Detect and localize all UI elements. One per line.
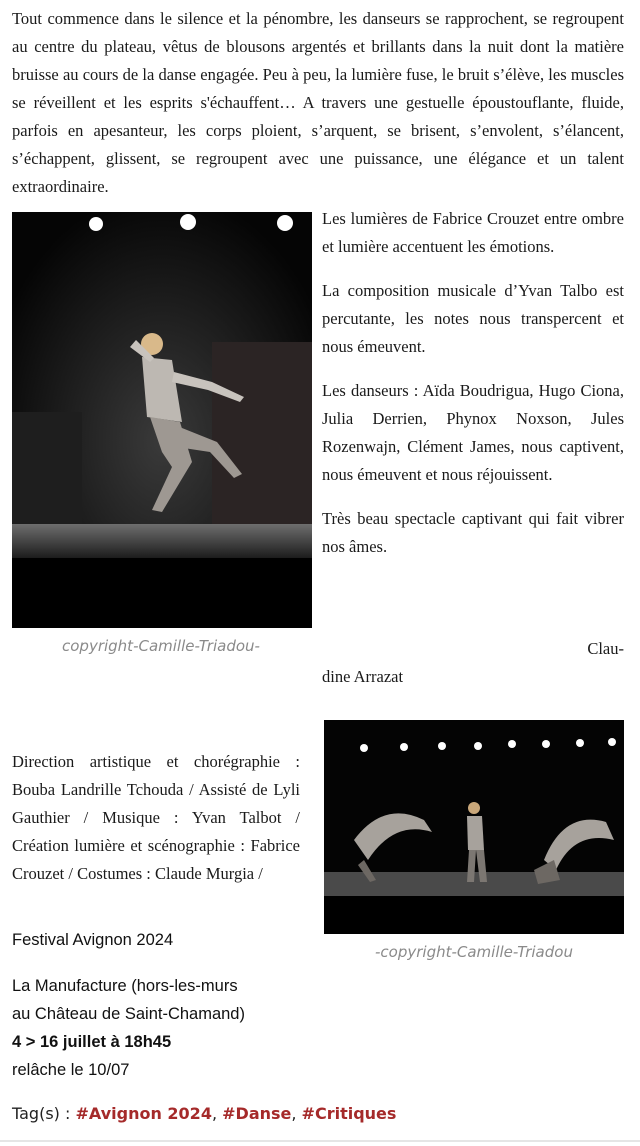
tags-row: Tag(s) : #Avignon 2024, #Danse, #Critiques — [12, 1104, 397, 1123]
venue-info — [12, 972, 245, 1084]
author-line-1: Clau- — [587, 639, 624, 658]
relache-date: relâche le 10/07 — [12, 1061, 130, 1079]
photo-caption-2: -copyright-Camille-Triadou — [375, 943, 573, 961]
credits-paragraph: Direction artistique et chorégraphie : Bouba Landrille Tchouda / Assisté de Lyli Gauthier / Musique : Yvan Talbot / Création lumière et scénographie : Fabrice Crouzet / Costumes : Claude Murgia / — [12, 752, 300, 883]
venue-line-1: La Manufacture (hors-les-murs — [12, 977, 238, 995]
ensemble-photo — [324, 720, 624, 934]
review-right-column — [322, 205, 624, 577]
tag-critiques[interactable]: #Critiques — [301, 1104, 397, 1123]
dancer-solo-illustration — [12, 212, 312, 628]
photo-caption: copyright-Camille-Triadou- — [62, 637, 260, 655]
dancer-solo-photo — [12, 212, 312, 628]
tag-danse[interactable]: #Danse — [222, 1104, 292, 1123]
tags-label: Tag(s) : — [12, 1104, 71, 1123]
conclusion-paragraph: Très beau spectacle captivant qui fait vibrer nos âmes. — [322, 509, 624, 556]
festival-name: Festival Avignon 2024 — [12, 931, 174, 949]
venue-line-2: au Château de Saint-Chamand) — [12, 1005, 245, 1023]
music-paragraph: La composition musicale d’Yvan Talbo est percutante, les notes nous transpercent et nous émeuvent. — [322, 281, 624, 356]
lighting-paragraph: Les lumières de Fabrice Crouzet entre ombre et lumière accentuent les émotions. — [322, 209, 624, 256]
ensemble-illustration — [324, 720, 624, 934]
performance-dates: 4 > 16 juillet à 18h45 — [12, 1033, 172, 1051]
intro-paragraph: Tout commence dans le silence et la pénombre, les danseurs se rapprochent, se regroupent au centre du plateau, vêtus de blousons argentés et brillants dans la nuit dont la matière bruisse au cours de la danse engagée. Peu à peu, la lumière fuse, le bruit s’élève, les muscles se réveillent et les esprits s'échauffent… A travers une gestuelle époustouflante, fluide, parfois en apesanteur, les corps ploient, s’arquent, se brisent, s’envolent, s’élancent, s’échappent, glissent, se regroupent avec une puissance, une élégance et un talent extraordinaire. — [12, 9, 624, 196]
dancers-paragraph: Les danseurs : Aïda Boudrigua, Hugo Ciona, Julia Derrien, Phynox Noxson, Jules Rozenwajn, Clément James, nous captivent, nous émeuvent et nous réjouissent. — [322, 381, 624, 484]
bottom-divider — [0, 1140, 640, 1142]
author-line-2: dine Arrazat — [322, 667, 404, 686]
author-signature — [322, 635, 624, 691]
tag-avignon-2024[interactable]: #Avignon 2024 — [75, 1104, 212, 1123]
